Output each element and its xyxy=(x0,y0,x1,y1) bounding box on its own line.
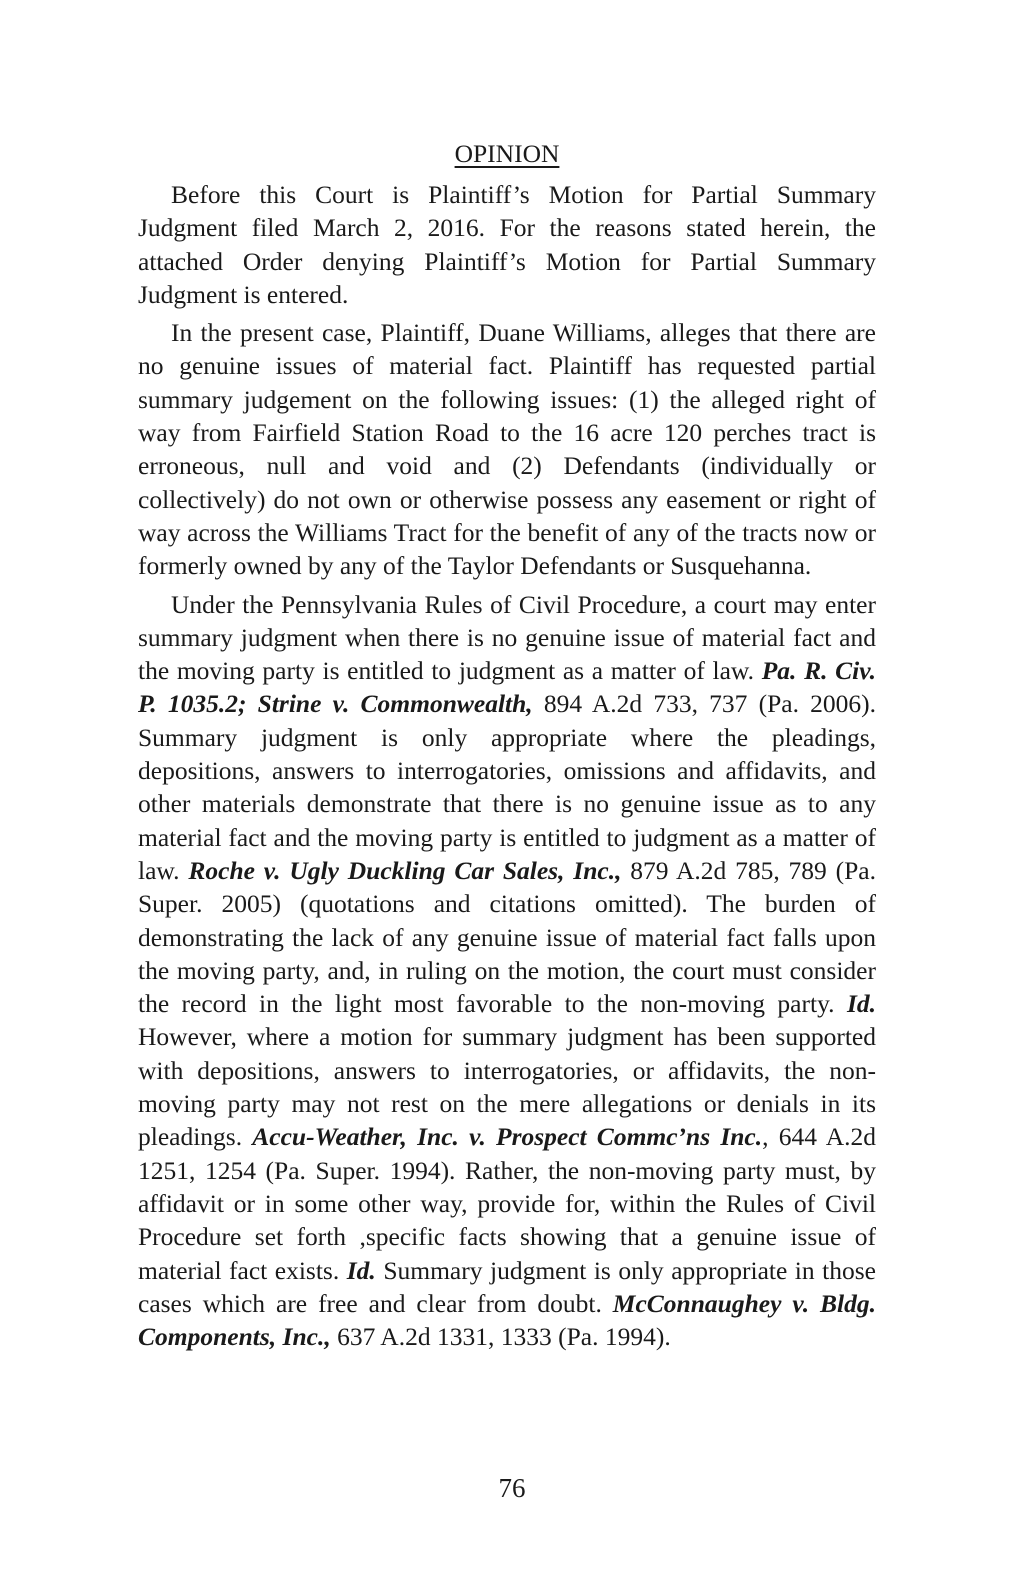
case-citation: Accu-Weather, Inc. v. Prospect Commc’ns Inc. xyxy=(252,1122,763,1152)
case-citation: Roche v. Ugly Duckling Car Sales, Inc., xyxy=(188,855,622,885)
paragraph-text: Summary judgment is only appropriate in those cases which are free and clear from doubt. xyxy=(138,1255,876,1318)
paragraph-text: Before this Court is Plaintiff’s Motion for Partial Summary Judgment filed March 2, 2016. For the reasons stated herein, the attached Order denying Plaintiff’s Motion for Partial Summary Judgment is entered. xyxy=(138,180,876,309)
case-citation: Pa. R. Civ. P. 1035.2; Strine v. Commonwealth, xyxy=(138,656,876,719)
case-citation: Id. xyxy=(846,989,876,1019)
paragraph-text: 879 A.2d 785, 789 (Pa. Super. 2005) (quotations and citations omitted). The burden of demonstrating the lack of any genuine issue of material fact falls upon the moving party, and, in ruling on the motion, the court must consider the record in the light most favorable to the non-moving party. xyxy=(138,855,876,1019)
paragraph-intro xyxy=(138,178,876,311)
page-number: 76 xyxy=(498,1473,526,1503)
paragraph-claims xyxy=(138,316,876,582)
case-citation: McConnaughey v. Bldg. Components, Inc., xyxy=(138,1288,876,1352)
paragraph-text: 637 A.2d 1331, 1333 (Pa. 1994). xyxy=(330,1322,671,1352)
document-page xyxy=(138,128,876,1358)
opinion-heading: OPINION xyxy=(454,139,560,168)
paragraph-text: However, where a motion for summary judgment has been supported with depositions, answers to interrogatories, or affidavits, the non-moving party may not rest on the mere allegations or denials in its pleadings. xyxy=(138,1022,876,1152)
paragraph-text: , 644 A.2d 1251, 1254 (Pa. Super. 1994). Rather, the non-moving party must, by affidavit or in some other way, provide for, within the Rules of Civil Procedure set forth ,specific facts showing that a genuine issue of material fact exists. xyxy=(138,1122,876,1285)
case-citation: Id. xyxy=(346,1255,376,1285)
paragraph-text: 894 A.2d 733, 737 (Pa. 2006). Summary judgment is only appropriate where the pleadings, depositions, answers to interrogatories, omissions and affidavits, and other materials demonstrate that there is no genuine issue as to any material fact and the moving party is entitled to judgment as a matter of law. xyxy=(138,689,876,885)
paragraph-standard xyxy=(138,588,876,1354)
paragraph-text: In the present case, Plaintiff, Duane Williams, alleges that there are no genuine issues of material fact. Plaintiff has requested partial summary judgement on the following issues: (1) the alleged right of way from Fairfield Station Road to the 16 acre 120 perches tract is erroneous, null and void and (2) Defendants (individually or collectively) do not own or otherwise possess any easement or right of way across the Williams Tract for the benefit of any of the tracts now or formerly owned by any of the Taylor Defendants or Susquehanna. xyxy=(138,318,876,581)
paragraph-text: Under the Pennsylvania Rules of Civil Procedure, a court may enter summary judgment when there is no genuine issue of material fact and the moving party is entitled to judgment as a matter of law. xyxy=(138,589,876,686)
